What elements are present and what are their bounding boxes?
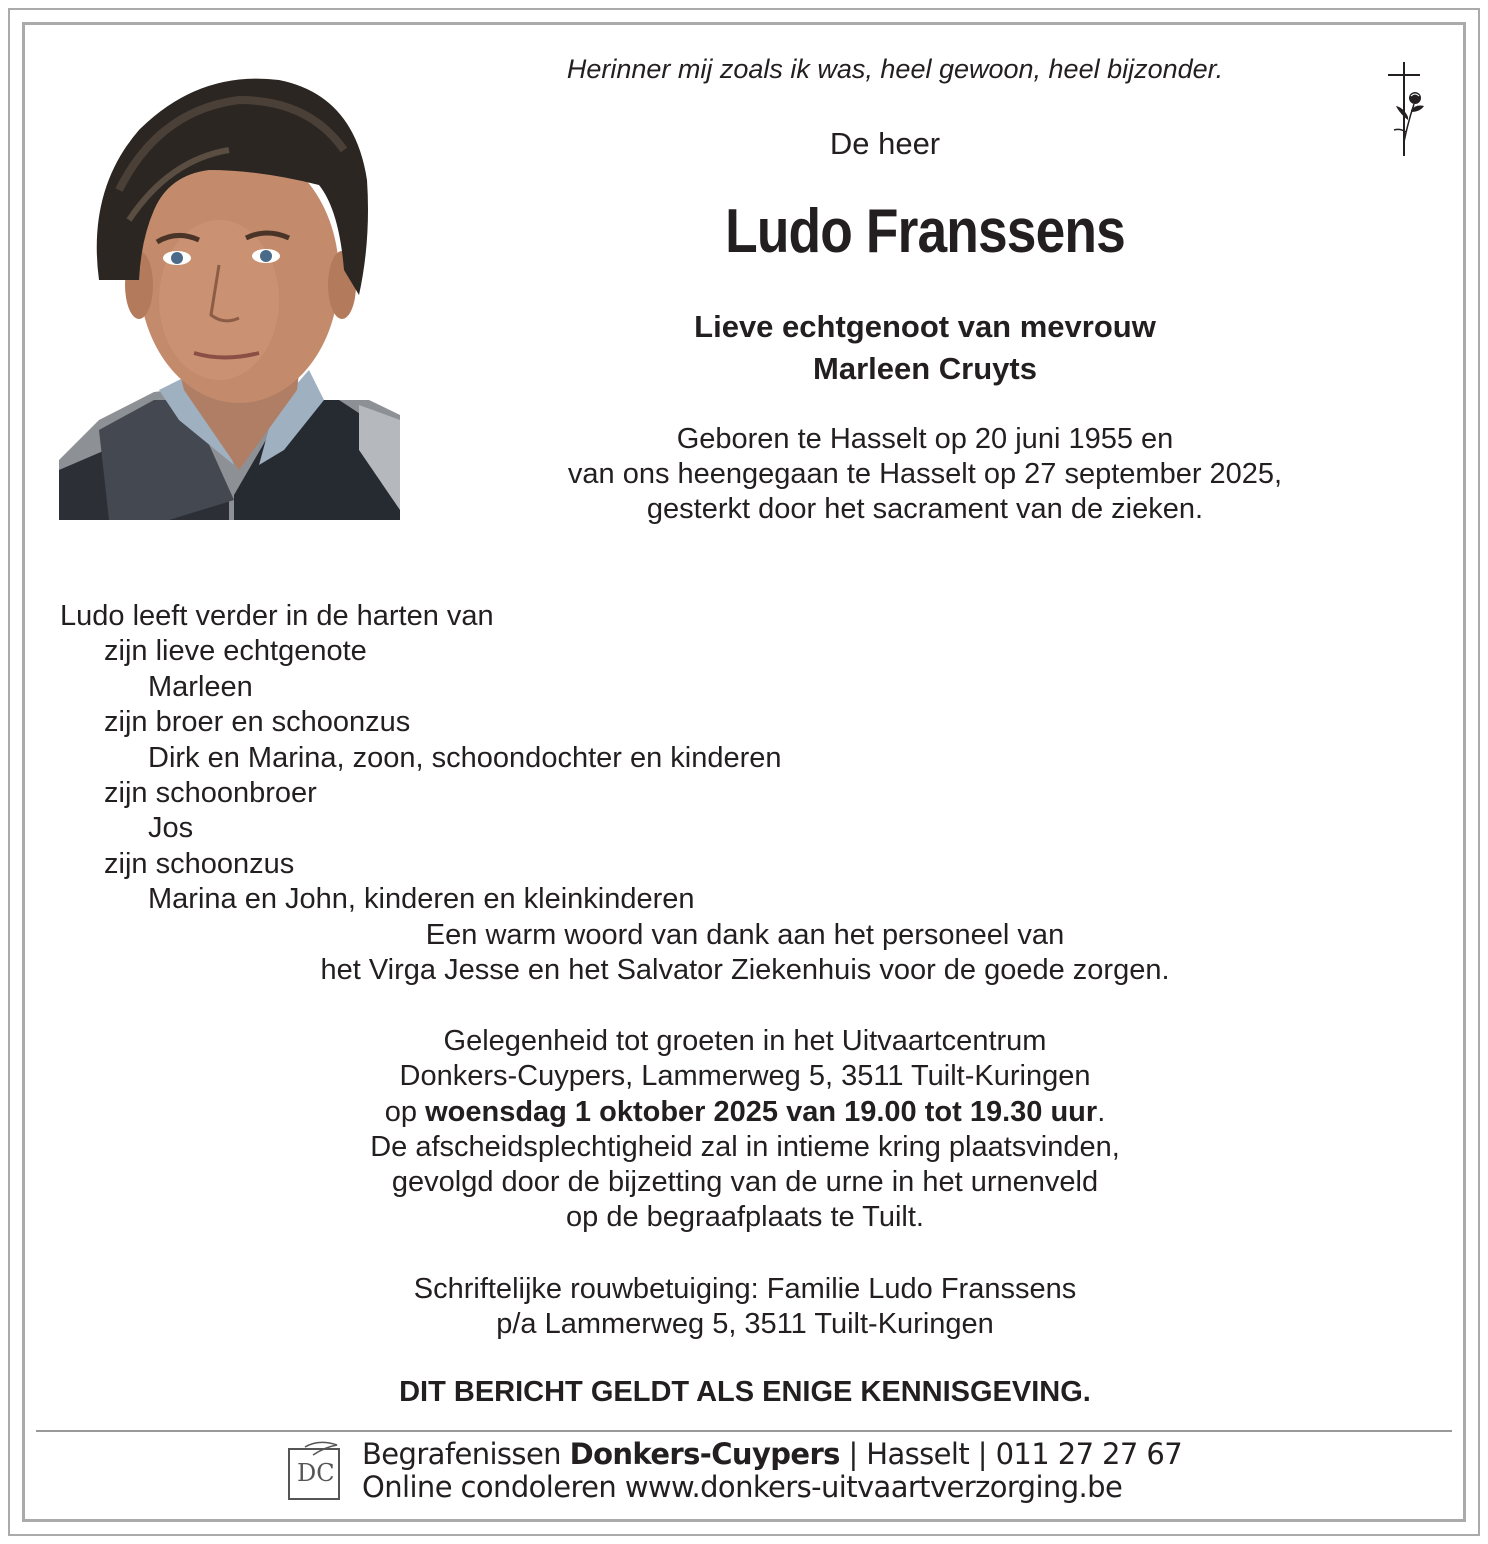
- datetime-prefix: op: [384, 1095, 426, 1128]
- relation-label: zijn schoonzus: [104, 847, 295, 880]
- relative-names: Marina en John, kinderen en kleinkinderen: [148, 883, 695, 916]
- footer-website-link[interactable]: www.donkers-uitvaartverzorging.be: [624, 1470, 1123, 1504]
- footer-prefix: Begrafenissen: [362, 1437, 570, 1471]
- thanks-block: [200, 918, 1290, 988]
- footer-separator: |: [839, 1437, 867, 1471]
- footer-company-line: [362, 1438, 1182, 1471]
- relative-names: Jos: [148, 812, 194, 845]
- spouse-line: Lieve echtgenoot van mevrouw: [694, 309, 1156, 344]
- footer-separator: |: [969, 1437, 996, 1471]
- footer-divider: [36, 1430, 1452, 1432]
- relation-label: zijn broer en schoonzus: [104, 706, 411, 739]
- cross-with-rose-icon: [1378, 62, 1430, 163]
- portrait-photo: [59, 70, 400, 520]
- official-notice: DIT BERICHT GELDT ALS ENIGE KENNISGEVING.: [399, 1376, 1091, 1408]
- thanks-line: het Virga Jesse en het Salvator Ziekenhuis voor de goede zorgen.: [320, 954, 1170, 986]
- thanks-line: Een warm woord van dank aan het personeel van: [425, 919, 1065, 951]
- sacrament-line: gesterkt door het sacrament van de zieken.: [646, 493, 1204, 525]
- footer-city: Hasselt: [866, 1437, 970, 1471]
- salutation: De heer: [829, 126, 941, 161]
- dc-monogram-logo-icon: [285, 1441, 345, 1508]
- deceased-name: Ludo Franssens: [725, 197, 1125, 266]
- ceremony-line: op de begraafplaats te Tuilt.: [566, 1201, 924, 1234]
- footer-company: Donkers-Cuypers: [569, 1437, 840, 1471]
- relation-label: zijn schoonbroer: [104, 777, 317, 810]
- ceremony-line: De afscheidsplechtigheid zal in intieme kring plaatsvinden,: [370, 1130, 1120, 1163]
- ceremony-line: gevolgd door de bijzetting van de urne in het urnenveld: [391, 1166, 1099, 1199]
- relative-names: Dirk en Marina, zoon, schoondochter en kinderen: [148, 741, 782, 774]
- relative-names: Marleen: [148, 670, 253, 703]
- visitation-address: Donkers-Cuypers, Lammerweg 5, 3511 Tuilt-Kuringen: [399, 1060, 1091, 1093]
- relation-label: zijn lieve echtgenote: [104, 635, 367, 668]
- birth-line: Geboren te Hasselt op 20 juni 1955 en: [676, 423, 1174, 455]
- death-line: van ons heengegaan te Hasselt op 27 september 2025,: [567, 458, 1283, 490]
- logo-letters: DC: [297, 1459, 335, 1487]
- survivors-list: [60, 599, 782, 918]
- visitation-line: Gelegenheid tot groeten in het Uitvaartcentrum: [443, 1025, 1047, 1057]
- mail-line: Schriftelijke rouwbetuiging: Familie Ludo Franssens: [413, 1273, 1077, 1305]
- footer-online-label: Online condoleren: [362, 1470, 625, 1504]
- birth-death-block: [500, 422, 1350, 527]
- footer-contact: [362, 1438, 1182, 1504]
- condolence-mail-block: [200, 1272, 1290, 1342]
- visitation-block: [200, 1024, 1290, 1236]
- mail-address: p/a Lammerweg 5, 3511 Tuilt-Kuringen: [496, 1308, 994, 1340]
- spouse-block: [540, 306, 1310, 390]
- survivors-intro: Ludo leeft verder in de harten van: [60, 600, 494, 632]
- visitation-datetime: woensdag 1 oktober 2025 van 19.00 tot 19.30 uur: [425, 1095, 1098, 1128]
- motto-quote: Herinner mij zoals ik was, heel gewoon, heel bijzonder.: [566, 54, 1224, 84]
- datetime-suffix: .: [1097, 1095, 1106, 1128]
- visitation-datetime-line: [200, 1095, 1290, 1130]
- footer-online-line: [362, 1471, 1182, 1504]
- spouse-name: Marleen Cruyts: [813, 351, 1037, 386]
- footer-phone[interactable]: 011 27 27 67: [995, 1437, 1183, 1471]
